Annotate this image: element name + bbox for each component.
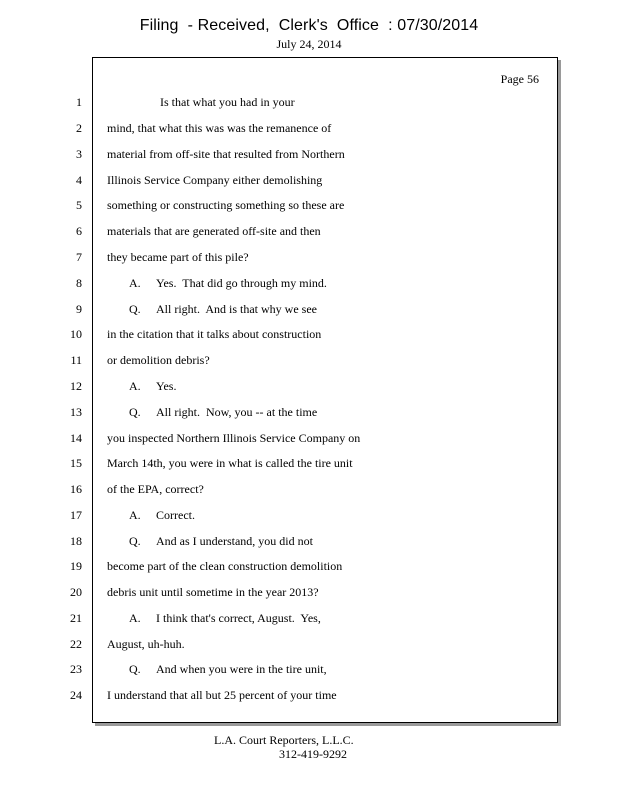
- transcript-line: [107, 224, 321, 238]
- line-number: 3: [76, 147, 82, 161]
- line-number: 17: [70, 508, 82, 522]
- transcript-line: [107, 482, 204, 496]
- line-number: 4: [76, 173, 82, 187]
- transcript-line: [107, 379, 176, 393]
- answer-tag: A.: [129, 379, 141, 393]
- line-text: become part of the clean construction demolition: [107, 559, 343, 573]
- line-text: something or constructing something so these are: [107, 198, 345, 212]
- line-text: I understand that all but 25 percent of your time: [107, 688, 337, 702]
- transcript-line: [107, 173, 322, 187]
- line-text: I think that's correct, August. Yes,: [156, 611, 321, 625]
- line-text: And as I understand, you did not: [156, 534, 313, 548]
- line-number: 8: [76, 276, 82, 290]
- line-number: 14: [70, 431, 82, 445]
- line-text: materials that are generated off-site and then: [107, 224, 321, 238]
- line-text: March 14th, you were in what is called the tire unit: [107, 456, 353, 470]
- line-text: in the citation that it talks about construction: [107, 327, 322, 341]
- transcript-line: [107, 534, 313, 548]
- line-text: August, uh-huh.: [107, 637, 185, 651]
- line-text: All right. And is that why we see: [156, 302, 317, 316]
- transcript-line: [107, 95, 295, 109]
- footer-phone-number: 312-419-9292: [279, 747, 347, 761]
- transcript-line: [107, 688, 337, 702]
- line-text: Illinois Service Company either demolishing: [107, 173, 323, 187]
- line-number: 7: [76, 250, 82, 264]
- line-number: 1: [76, 95, 82, 109]
- line-text: of the EPA, correct?: [107, 482, 204, 496]
- line-text: All right. Now, you -- at the time: [156, 405, 318, 419]
- transcript-line: [107, 559, 342, 573]
- line-text: they became part of this pile?: [107, 250, 249, 264]
- transcript-line: [107, 121, 331, 135]
- line-text: you inspected Northern Illinois Service Company on: [107, 431, 361, 445]
- line-number: 23: [70, 662, 82, 676]
- line-number: 5: [76, 198, 82, 212]
- answer-tag: A.: [129, 508, 141, 522]
- line-number: 15: [70, 456, 82, 470]
- line-number-column: [0, 0, 92, 800]
- transcript-line: [107, 508, 195, 522]
- line-number: 19: [70, 559, 82, 573]
- line-number: 2: [76, 121, 82, 135]
- footer-company-name: L.A. Court Reporters, L.L.C.: [214, 733, 354, 747]
- line-number: 18: [70, 534, 82, 548]
- transcript-line: [107, 276, 327, 290]
- transcript-line: [107, 353, 210, 367]
- line-text: debris unit until sometime in the year 2013?: [107, 585, 319, 599]
- question-tag: Q.: [129, 405, 141, 419]
- line-number: 13: [70, 405, 82, 419]
- line-text: Correct.: [156, 508, 195, 522]
- transcript-line: [107, 585, 319, 599]
- line-text: Yes.: [156, 379, 177, 393]
- transcript-date: July 24, 2014: [276, 37, 342, 51]
- line-text: Yes. That did go through my mind.: [156, 276, 327, 290]
- transcript-line: [107, 147, 345, 161]
- line-number: 21: [70, 611, 82, 625]
- line-number: 24: [70, 688, 82, 702]
- line-number: 9: [76, 302, 82, 316]
- line-number: 10: [70, 327, 82, 341]
- line-text: or demolition debris?: [107, 353, 210, 367]
- transcript-line: [107, 637, 185, 651]
- transcript-line: [107, 250, 249, 264]
- transcript-line: [107, 611, 321, 625]
- line-text: mind, that what this was was the remanence of: [107, 121, 332, 135]
- line-text: And when you were in the tire unit,: [156, 662, 327, 676]
- line-text: Is that what you had in your: [160, 95, 295, 109]
- question-tag: Q.: [129, 662, 141, 676]
- filing-stamp-header: Filing - Received, Clerk's Office : 07/30/2014: [139, 17, 479, 34]
- transcript-line: [107, 662, 327, 676]
- question-tag: Q.: [129, 534, 141, 548]
- transcript-line: [107, 405, 317, 419]
- line-text: material from off-site that resulted from Northern: [107, 147, 345, 161]
- transcript-line: [107, 302, 317, 316]
- line-number: 16: [70, 482, 82, 496]
- answer-tag: A.: [129, 611, 141, 625]
- line-number: 11: [70, 353, 82, 367]
- line-number: 6: [76, 224, 82, 238]
- answer-tag: A.: [129, 276, 141, 290]
- page-number: Page 56: [500, 72, 539, 86]
- line-number: 12: [70, 379, 82, 393]
- line-number: 22: [70, 637, 82, 651]
- transcript-line: [107, 431, 360, 445]
- transcript-line: [107, 198, 344, 212]
- transcript-line: [107, 456, 353, 470]
- question-tag: Q.: [129, 302, 141, 316]
- transcript-line: [107, 327, 321, 341]
- line-number: 20: [70, 585, 82, 599]
